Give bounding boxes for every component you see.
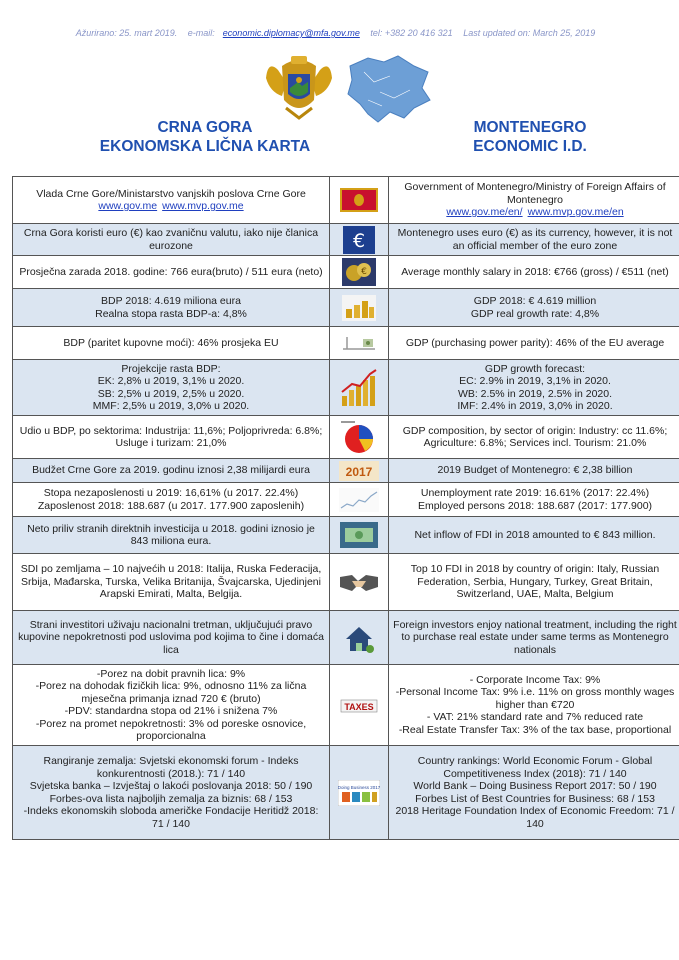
sectors-me: Udio u BDP, po sektorima: Industrija: 11,6%; Poljoprivreda: 6.8%; Usluge i turizam: 21,0% [13, 416, 330, 459]
forecast-en-line: EC: 2.9% in 2019, 3,1% in 2020. [459, 375, 611, 387]
fdi-me: Neto priliv stranih direktnih investicija u 2018. godini iznosio je 843 miliona eura. [13, 517, 330, 554]
pie-chart-icon [339, 419, 379, 455]
row-euro [13, 224, 679, 256]
forecast-me-line: Projekcije rasta BDP: [121, 362, 221, 375]
forecast-en-line: IMF: 2.4% in 2019, 3,0% in 2020. [457, 400, 613, 412]
gdp-en-line1: GDP 2018: € 4.619 million [473, 295, 597, 307]
row-forecast [13, 360, 679, 416]
email-link[interactable]: economic.diplomacy@mfa.gov.me [222, 28, 360, 38]
unemployment-icon-cell [330, 483, 389, 517]
house-money-icon [340, 621, 378, 655]
salary-me: Prosječna zarada 2018. godine: 766 eura(bruto) / 511 eura (neto) [13, 256, 330, 289]
montenegro-flag-icon [340, 188, 378, 212]
calendar-2017-icon [339, 461, 379, 481]
tax-me-line: -PDV: standardna stopa od 21% i snižena 7% [64, 705, 278, 717]
row-gdp [13, 289, 679, 327]
forecast-icon-cell [330, 360, 389, 416]
euro-icon-cell [330, 224, 389, 256]
unemployment-me-line1: Stopa nezaposlenosti u 2019: 16,61% (u 2017. 22.4%) [43, 487, 299, 499]
email-label: e-mail: [187, 28, 215, 38]
unemployment-en-line1: Unemployment rate 2019: 16.61% (2017: 22.4%) [420, 487, 650, 499]
sectors-icon-cell [330, 416, 389, 459]
gdp-me-line1: BDP 2018: 4.619 miliona eura [101, 295, 241, 307]
fdi-countries-en: Top 10 FDI in 2018 by country of origin: Italy, Russian Federation, Serbia, Hungary, Turkey, Great Britain, Switzerland, UAE, Malta, Belgium [389, 554, 679, 611]
tax-me-line: -Porez na dohodak fizičkih lica: 9%, odnosno 11% za lična mjesečna primanja iznad 720 € (bruto) [35, 680, 307, 705]
unemployment-me-line2: Zaposlenost 2018: 188.687 (u 2017. 177.900 zaposlenih) [37, 499, 305, 512]
national-treatment-en: Foreign investors enjoy national treatment, including the right to purchase real estate under same terms as Montenegro nationals [389, 611, 679, 665]
unemployment-en [389, 483, 679, 517]
gdp-me-line2: Realna stopa rasta BDP-a: 4,8% [95, 307, 247, 320]
money-bills-icon [340, 522, 378, 548]
row-government [13, 177, 679, 224]
row-ppp [13, 327, 679, 360]
link-mvp-gov-me[interactable]: www.mvp.gov.me [162, 200, 244, 212]
link-gov-me[interactable]: www.gov.me [98, 200, 158, 212]
government-me [13, 177, 330, 224]
row-unemployment [13, 483, 679, 517]
ranking-me-line: Forbes-ova lista najboljih zemalja za biznis: 68 / 153 [49, 792, 293, 805]
title-me-line1: CRNA GORA [157, 119, 253, 136]
forecast-me-line: MMF: 2,5% u 2019, 3,0% u 2020. [92, 400, 250, 412]
forecast-en-line: GDP growth forecast: [484, 362, 586, 375]
ranking-en-line: World Bank – Doing Business Report 2017: 50 / 190 [413, 780, 657, 792]
coat-of-arms-icon [266, 56, 332, 118]
link-gov-me-en[interactable]: www.gov.me/en/ [446, 206, 523, 219]
euro-coins-icon [342, 258, 376, 286]
taxes-icon-text: TAXES [344, 702, 374, 712]
tax-en-line: -Personal Income Tax: 9% i.e. 11% on gross monthly wages higher than €720 [395, 686, 675, 711]
title-en-line2: ECONOMIC I.D. [473, 138, 587, 155]
taxes-en [389, 665, 679, 746]
forecast-me-line: SB: 2,5% u 2019, 2,5% u 2020. [97, 387, 245, 400]
document-titles [0, 118, 679, 174]
fdi-countries-me: SDI po zemljama – 10 najvećih u 2018: Italija, Ruska Federacija, Srbija, Mađarska, Turska, Velika Britanija, Švajcarska, Ujedinjeni Arapski Emirati, Malta, Belgija. [13, 554, 330, 611]
ranking-en-line: 2018 Heritage Foundation Index of Economic Freedom: 71 / 140 [395, 805, 675, 830]
euro-me: Crna Gora koristi euro (€) kao zvaničnu valutu, iako nije članica eurozone [13, 224, 330, 256]
title-english [390, 118, 670, 156]
row-rankings [13, 746, 679, 840]
rankings-en [389, 746, 679, 840]
unemployment-me [13, 483, 330, 517]
row-national-treatment [13, 611, 679, 665]
taxes-icon-cell [330, 665, 389, 746]
calendar-year-text: 2017 [345, 464, 373, 479]
national-treatment-me: Strani investitori uživaju nacionalni tretman, uključujući pravo kupovine nepokretnosti pod uslovima pod kojima to čine i domaća lica [13, 611, 330, 665]
tax-en-line: - VAT: 21% standard rate and 7% reduced rate [426, 711, 644, 724]
gdp-en-line2: GDP real growth rate: 4,8% [470, 307, 600, 320]
salary-icon-cell [330, 256, 389, 289]
gdp-me [13, 289, 330, 327]
svg-text:€: € [361, 267, 367, 277]
fdi-countries-icon-cell [330, 554, 389, 611]
handshake-icon [338, 567, 380, 597]
title-montenegrin [60, 118, 350, 156]
government-en [389, 177, 679, 224]
rankings-me [13, 746, 330, 840]
rankings-icon-cell [330, 746, 389, 840]
updated-date-me: Ažurirano: 25. mart 2019. [75, 28, 178, 38]
doing-business-text: Doing Business 2017 [338, 784, 380, 790]
telephone: tel: +382 20 416 321 [370, 28, 453, 38]
fdi-en: Net inflow of FDI in 2018 amounted to € 843 million. [389, 517, 679, 554]
ranking-en-line: Country rankings: World Economic Forum - Global Competitiveness Index (2018): 71 / 140 [417, 755, 653, 780]
forecast-en-line: WB: 2.5% in 2019, 2.5% in 2020. [457, 387, 613, 400]
coin-stacks-icon [342, 295, 376, 321]
row-taxes [13, 665, 679, 746]
budget-en: 2019 Budget of Montenegro: € 2,38 billion [389, 459, 679, 483]
top-info-line [0, 28, 679, 38]
euro-en: Montenegro uses euro (€) as its currency, however, it is not an official member of the euro zone [389, 224, 679, 256]
title-en-line1: MONTENEGRO [473, 119, 587, 136]
doing-business-report-icon [338, 780, 380, 806]
unemployment-en-line2: Employed persons 2018: 188.687 (2017: 177.900) [417, 499, 653, 512]
ppp-me: BDP (paritet kupovne moći): 46% prosjeka EU [13, 327, 330, 360]
tax-me-line: -Porez na dobit pravnih lica: 9% [96, 667, 246, 680]
forecast-me-line: EK: 2,8% u 2019, 3,1% u 2020. [97, 375, 245, 387]
fdi-icon-cell [330, 517, 389, 554]
gdp-en [389, 289, 679, 327]
tax-en-line: -Real Estate Transfer Tax: 3% of the tax base, proportional [398, 723, 672, 736]
title-me-line2: EKONOMSKA LIČNA KARTA [99, 138, 311, 155]
ranking-me-line: Rangiranje zemalja: Svjetski ekonomski forum - Indeks konkurentnosti (2018.): 71 / 140 [43, 755, 299, 780]
budget-me: Budžet Crne Gore za 2019. godinu iznosi 2,38 milijardi eura [13, 459, 330, 483]
ppp-en: GDP (purchasing power parity): 46% of the EU average [389, 327, 679, 360]
tax-en-line: - Corporate Income Tax: 9% [469, 673, 601, 686]
salary-en: Average monthly salary in 2018: €766 (gross) / €511 (net) [389, 256, 679, 289]
line-chart-icon [339, 488, 379, 512]
ppp-icon-cell [330, 327, 389, 360]
government-me-text: Vlada Crne Gore/Ministarstvo vanjskih poslova Crne Gore [36, 187, 306, 200]
row-sectors [13, 416, 679, 459]
row-salary [13, 256, 679, 289]
scale-money-icon [339, 331, 379, 355]
euro-sign-icon [343, 226, 375, 254]
row-fdi-countries [13, 554, 679, 611]
growth-coins-chart-icon [338, 368, 380, 408]
row-fdi [13, 517, 679, 554]
updated-date-en: Last updated on: March 25, 2019 [463, 28, 596, 38]
government-en-text: Government of Montenegro/Ministry of Foreign Affairs of Montenegro [404, 181, 666, 206]
tax-me-line: -Porez na promet nepokretnosti: 3% od poreske osnovice, proporcionalna [35, 717, 307, 742]
forecast-en [389, 360, 679, 416]
gdp-icon-cell [330, 289, 389, 327]
row-budget [13, 459, 679, 483]
link-mvp-gov-me-en[interactable]: www.mvp.gov.me/en [527, 206, 624, 219]
government-icon-cell [330, 177, 389, 224]
sectors-en: GDP composition, by sector of origin: Industry: cc 11.6%; Agriculture: 6.8%; Services incl. Tourism: 21.0% [389, 416, 679, 459]
ranking-me-line: Svjetska banka – Izvještaj o lakoći poslovanja 2018: 50 / 190 [29, 780, 313, 792]
taxes-me [13, 665, 330, 746]
header-emblems [264, 52, 434, 124]
national-treatment-icon-cell [330, 611, 389, 665]
montenegro-map-icon [348, 56, 430, 122]
ranking-en-line: Forbes List of Best Countries for Business: 68 / 153 [415, 792, 655, 805]
taxes-blocks-icon [339, 690, 379, 720]
ranking-me-line: -Indeks ekonomskih sloboda američke Fondacije Heritidž 2018: 71 / 140 [23, 805, 319, 830]
economic-id-table [12, 176, 679, 840]
svg-text:€: € [352, 229, 366, 252]
forecast-me [13, 360, 330, 416]
budget-icon-cell [330, 459, 389, 483]
